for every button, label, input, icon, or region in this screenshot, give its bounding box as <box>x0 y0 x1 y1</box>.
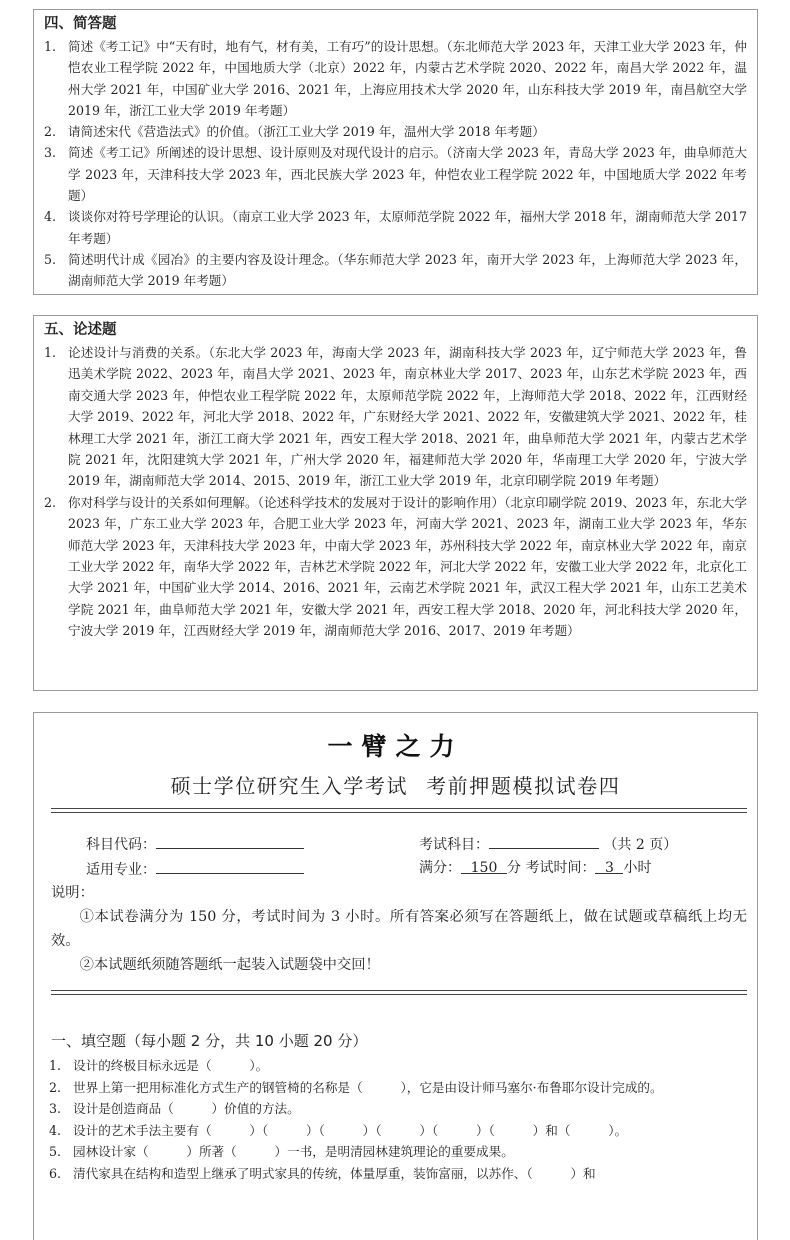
question-number: 1. <box>49 1058 62 1073</box>
instruction-1: ①本试卷满分为 150 分，考试时间为 3 小时。所有答案必须写在答题纸上，做在试题或草稿纸上均无效。 <box>51 909 747 949</box>
page-count: （共 2 页） <box>603 837 678 853</box>
time-value: 3 <box>595 858 623 874</box>
score-unit: 分 <box>507 860 521 876</box>
score-value: 150 <box>461 858 507 874</box>
short-answer-section <box>33 9 758 295</box>
question-text: 论述设计与消费的关系。（东北大学 2023 年，海南大学 2023 年，湖南科技大学 2023 年，辽宁师范大学 2023 年，鲁迅美术学院 2022、2023 年，南昌大学 2021、2023 年，南京林业大学 2017、2023 年，山东艺术学院 2023 年，西南交通大学 2023 年，仲恺农业工程学院 2022 年，太原师范学院 2022 年，上海师范大学 2018、2022 年，江西财经大学 2019、2022 年，河北大学 2018、2022 年，广东财经大学 2021、2022 年，安徽建筑大学 2021、2022 年，桂林理工大学 2021 年，浙江工商大学 2021 年，西安工程大学 2018、2021 年，曲阜师范大学 2021 年，内蒙古艺术学院 2021 年，沈阳建筑大学 2021 年，广州大学 2020 年，福建师范大学 2020 年，华南理工大学 2020 年，宁波大学 2019 年，湖南师范大学 2014、2015、2019 年，浙江工业大学 2019 年，北京印刷学院 2019 年考题） <box>68 345 747 489</box>
question-item <box>44 342 747 492</box>
question-text: 清代家具在结构和造型上继承了明式家具的传统，体量厚重，装饰富丽，以苏作、（ ）和 <box>73 1165 596 1181</box>
question-number: 2. <box>44 494 57 510</box>
field-label: 科目代码： <box>86 837 156 853</box>
subject-field <box>419 833 677 855</box>
question-number: 2. <box>44 124 57 140</box>
question-item <box>44 121 747 142</box>
brand-logo: 一臂之力 <box>327 732 464 761</box>
exam-title: 硕士学位研究生入学考试 考前押题模拟试卷四 <box>170 774 621 798</box>
question-text: 世界上第一把用标准化方式生产的钢管椅的名称是（ ），它是由设计师马塞尔·布鲁耶尔设计完成的。 <box>73 1079 663 1095</box>
essay-section <box>33 315 758 691</box>
question-number: 5. <box>49 1144 62 1160</box>
subject-code-field <box>86 833 304 855</box>
score-time-field <box>419 858 651 878</box>
question-item <box>44 36 747 121</box>
question-list <box>44 342 747 642</box>
section-title: 一、填空题（每小题 2 分，共 10 小题 20 分） <box>51 1032 368 1050</box>
question-number: 3. <box>44 145 57 161</box>
blank-line <box>489 833 599 849</box>
field-label: 考试科目： <box>419 837 489 853</box>
time-unit: 小时 <box>623 860 652 876</box>
section-title: 四、简答题 <box>44 16 117 32</box>
question-text: 园林设计家（ ）所著（ ）一书，是明清园林建筑理论的重要成果。 <box>73 1144 514 1160</box>
question-item <box>49 1163 747 1185</box>
instructions <box>51 881 747 977</box>
major-field <box>86 858 304 880</box>
question-number: 4. <box>44 209 57 225</box>
question-number: 6. <box>49 1165 62 1181</box>
instructions-label: 说明： <box>51 885 94 901</box>
question-item <box>44 142 747 206</box>
question-number: 2. <box>49 1079 62 1095</box>
question-number: 1. <box>44 345 57 360</box>
question-item <box>44 492 747 642</box>
blank-line <box>156 858 304 874</box>
question-text: 简述《考工记》所阐述的设计思想、设计原则及对现代设计的启示。（济南大学 2023 年，青岛大学 2023 年，曲阜师范大学 2023 年，天津科技大学 2023 年，西北民族大学 2023 年，仲恺农业工程学院 2022 年，中国地质大学 2022 年考题） <box>68 145 747 204</box>
question-item <box>49 1055 747 1077</box>
question-list <box>44 36 747 292</box>
question-text: 你对科学与设计的关系如何理解。（论述科学技术的发展对于设计的影响作用）（北京印刷学院 2019、2023 年，东北大学 2023 年，广东工业大学 2023 年，合肥工业大学 2023 年，河南大学 2021、2023 年，湖南工业大学 2023 年，华东师范大学 2023 年，天津科技大学 2023 年，中南大学 2023 年，苏州科技大学 2022 年，南京林业大学 2022 年，南京工业大学 2022 年，南华大学 2022 年，吉林艺术学院 2022 年，河北大学 2022 年，安徽工业大学 2022 年，北京化工大学 2021 年，中国矿业大学 2014、2016、2021 年，云南艺术学院 2021 年，武汉工程大学 2021 年，山东工艺美术学院 2021 年，曲阜师范大学 2021 年，安徽大学 2021 年，西安工程大学 2018、2020 年，河北科技大学 2020 年，宁波大学 2019 年，江西财经大学 2019 年，湖南师范大学 2016、2017、2019 年考题） <box>68 494 747 639</box>
exam-paper <box>33 712 758 1240</box>
question-text: 谈谈你对符号学理论的认识。（南京工业大学 2023 年，太原师范学院 2022 年，福州大学 2018 年，湖南师范大学 2017 年考题） <box>68 209 747 246</box>
question-number: 5. <box>44 251 57 267</box>
question-text: 简述明代计成《园冶》的主要内容及设计理念。（华东师范大学 2023 年，南开大学 2023 年，上海师范大学 2023 年，湖南师范大学 2019 年考题） <box>68 251 747 289</box>
question-text: 设计是创造商品（ ）价值的方法。 <box>73 1101 300 1117</box>
question-list <box>49 1055 747 1185</box>
question-item <box>49 1098 747 1120</box>
question-item <box>49 1141 747 1163</box>
question-item <box>44 249 747 292</box>
question-item <box>44 206 747 249</box>
blank-line <box>156 833 304 849</box>
question-text: 设计的艺术手法主要有（ ）（ ）（ ）（ ）（ ）（ ）和（ ）。 <box>73 1122 628 1138</box>
question-text: 简述《考工记》中“天有时，地有气，材有美，工有巧”的设计思想。（东北师范大学 2023 年，天津工业大学 2023 年，仲恺农业工程学院 2022 年，中国地质大学（北京）2022 年，内蒙古艺术学院 2020、2022 年，南昌大学 2022 年，温州大学 2021 年，中国矿业大学 2016、2021 年，上海应用技术大学 2020 年，山东科技大学 2019 年，南昌航空大学 2019 年，浙江工业大学 2019 年考题） <box>68 39 747 118</box>
question-text: 设计的终极目标永远是（ ）。 <box>73 1058 269 1073</box>
question-number: 1. <box>44 39 57 54</box>
question-text: 请简述宋代《营造法式》的价值。（浙江工业大学 2019 年，温州大学 2018 年考题） <box>68 124 545 140</box>
field-label: 考试时间： <box>525 860 596 876</box>
question-item <box>49 1077 747 1099</box>
question-number: 3. <box>49 1101 62 1117</box>
title-divider <box>51 808 747 813</box>
instructions-divider <box>51 990 747 995</box>
question-item <box>49 1120 747 1142</box>
instruction-2: ②本试题纸须随答题纸一起装入试题袋中交回！ <box>79 957 380 973</box>
field-label: 满分： <box>419 860 461 876</box>
question-number: 4. <box>49 1122 62 1138</box>
section-title: 五、论述题 <box>44 322 117 338</box>
field-label: 适用专业： <box>86 862 156 878</box>
